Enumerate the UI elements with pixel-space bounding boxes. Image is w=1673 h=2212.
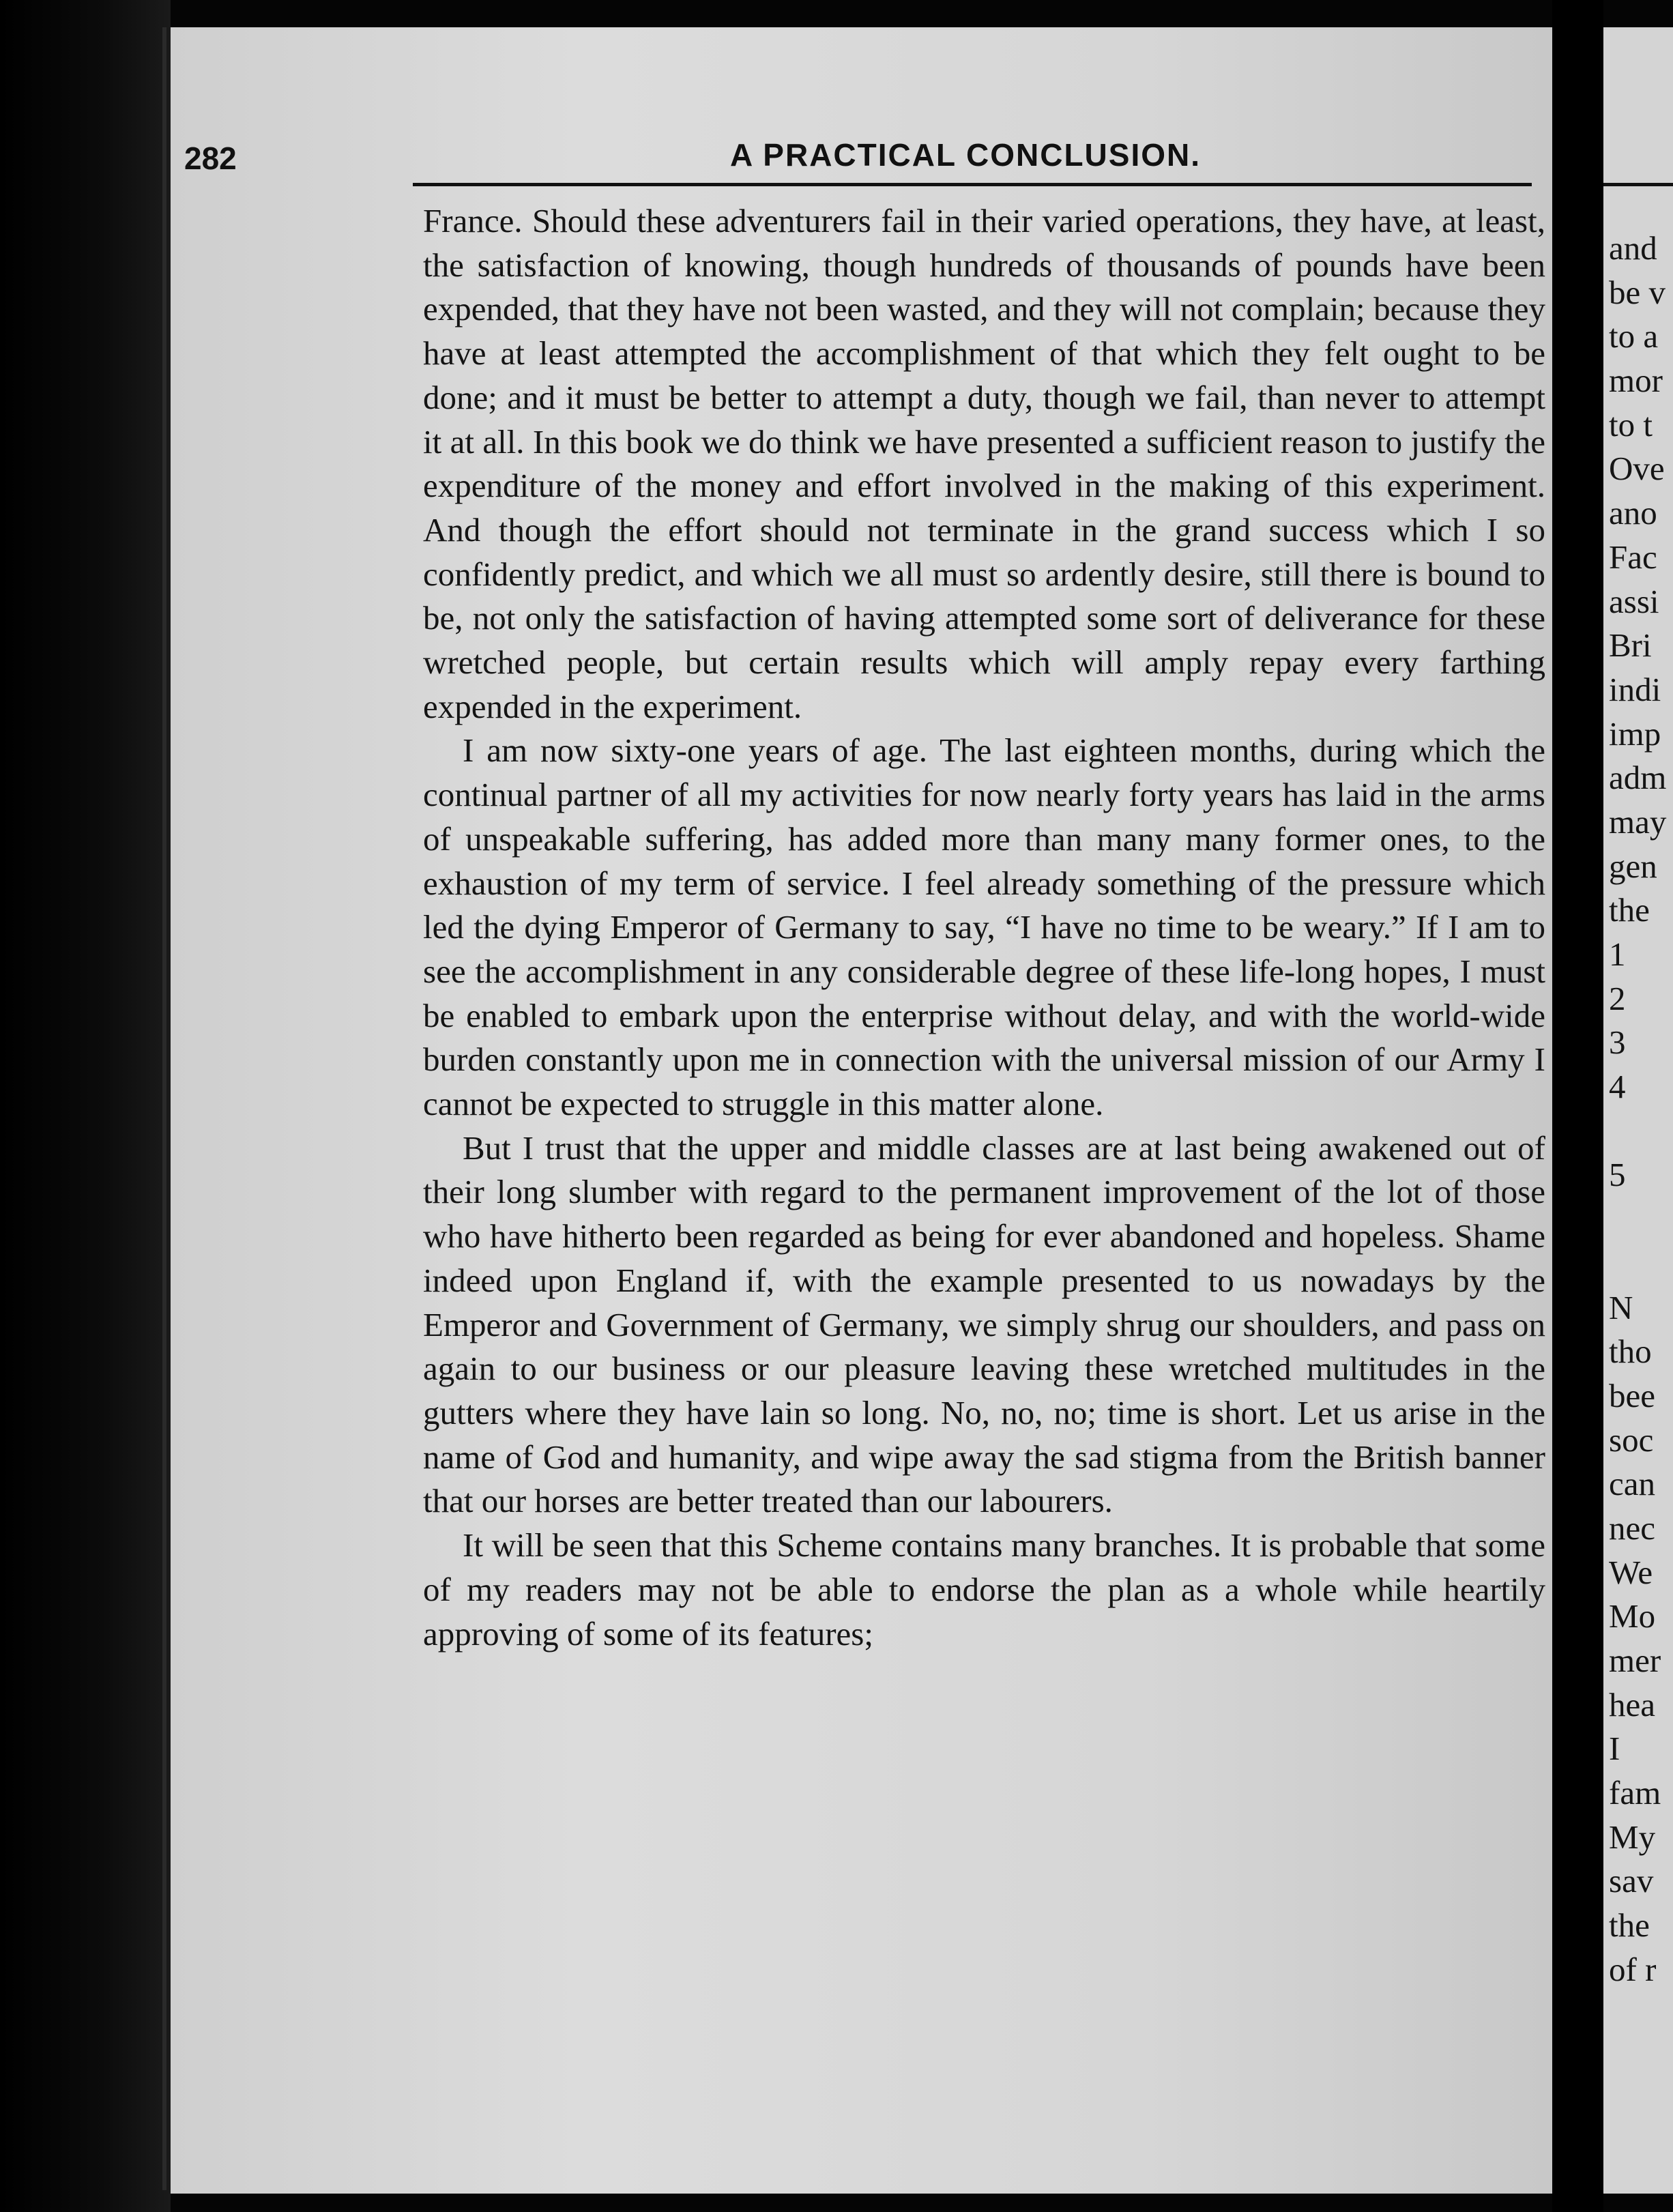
facing-page-line: Bri [1609,626,1652,665]
facing-page-line: I [1609,1730,1620,1768]
page-number: 282 [184,141,237,176]
facing-page-line: Mo [1609,1597,1656,1635]
facing-page-line [1609,1242,1673,1286]
facing-page-line: to t [1609,405,1653,443]
facing-page-line: bee [1609,1376,1655,1414]
paragraph: France. Should these adventurers fail in their varied operations, they have, at least, the satisfaction of knowing, though hundreds of thousands of pounds have been expended, that they have not been wasted, and they will not complain; because they have at least attempted the accomplishment of that which they felt ought to be done; and it must be better to attempt a duty, though we fail, than never to attempt it at all. In this book we do think we have presented a sufficient reason to justify the expenditure of the money and effort involved in the making of this experiment. And though the effort should not terminate in the grand success which I so confidently predict, and which we all must so ardently desire, still there is bound to be, not only the satisfaction of having attempted some sort of deliverance for these wretched people, but certain results which will amply repay every farthing expended in the experiment. [423,202,1545,725]
facing-page-line: 1 [1609,935,1626,973]
facing-page-line: adm [1609,759,1667,797]
facing-page-line: N [1609,1288,1633,1326]
facing-page-rule [1603,183,1673,186]
facing-page-line: imp [1609,714,1661,753]
facing-page-line: of r [1609,1950,1657,1988]
facing-page-line: hea [1609,1685,1655,1723]
running-head-title: A PRACTICAL CONCLUSION. [730,137,1201,173]
facing-page-line: tho [1609,1333,1652,1371]
facing-page-line: fam [1609,1774,1661,1812]
facing-page-line: indi [1609,670,1661,708]
facing-page-line [1609,1197,1673,1242]
page-gutter [1552,0,1603,2212]
binding-edge [0,0,171,2212]
facing-page-line: 2 [1609,979,1626,1017]
facing-page-line: Ove [1609,450,1665,488]
facing-page-line: the [1609,1906,1650,1945]
facing-page-line: to a [1609,317,1659,355]
facing-page-line: mer [1609,1642,1661,1679]
page-body [423,199,1545,1656]
facing-page-line: and [1609,229,1657,267]
header-rule [413,183,1532,186]
facing-page-text [1609,227,1673,1992]
facing-page-line: 5 [1609,1156,1626,1194]
facing-page-line: assi [1609,582,1659,620]
facing-page-line: the [1609,891,1650,929]
facing-page-line: can [1609,1465,1655,1503]
facing-page-line: ano [1609,494,1657,532]
facing-page-line: gen [1609,847,1657,885]
facing-page-line: mor [1609,362,1663,400]
facing-page-line: We [1609,1553,1653,1591]
facing-page-line: Fac [1609,538,1657,576]
spine-line [162,27,166,2190]
facing-page-line: soc [1609,1421,1654,1459]
facing-page-line: 4 [1609,1068,1626,1106]
paragraph: But I trust that the upper and middle classes are at last being awakened out of their long slumber with regard to the permanent improvement of the lot of those who have hitherto been regarded as being for ever abandoned and hopeless. Shame indeed upon England if, with the example presented to us nowadays by the Emperor and Government of Germany, we simply shrug our shoulders, and pass on again to our business or our pleasure leaving these wretched multitudes in the gutters where they have lain so long. No, no, no; time is short. Let us arise in the name of God and humanity, and wipe away the sad stigma from the British banner that our horses are better treated than our labourers. [423,1129,1545,1520]
facing-page [1603,27,1673,2194]
paragraph: It will be seen that this Scheme contains many branches. It is probable that some of my readers may not be able to endorse the plan as a whole while heartily approving of some of its features; [423,1526,1545,1653]
facing-page-line: may [1609,802,1667,841]
facing-page-line: My [1609,1818,1656,1856]
facing-page-line: sav [1609,1862,1654,1900]
facing-page-line: be v [1609,273,1665,311]
facing-page-line: nec [1609,1509,1655,1547]
facing-page-line [1609,1109,1673,1154]
facing-page-line: 3 [1609,1023,1626,1062]
paragraph: I am now sixty-one years of age. The last eighteen months, during which the continual partner of all my activities for now nearly forty years has laid in the arms of unspeakable suffering, has added more than many many former ones, to the exhaustion of my term of service. I feel already something of the pressure which led the dying Emperor of Germany to say, “I have no time to be weary.” If I am to see the accomplishment in any considerable degree of these life-long hopes, I must be enabled to embark upon the enterprise without delay, and with the world-wide burden constantly upon me in connection with the universal mission of our Army I cannot be expected to struggle in this matter alone. [423,731,1545,1123]
